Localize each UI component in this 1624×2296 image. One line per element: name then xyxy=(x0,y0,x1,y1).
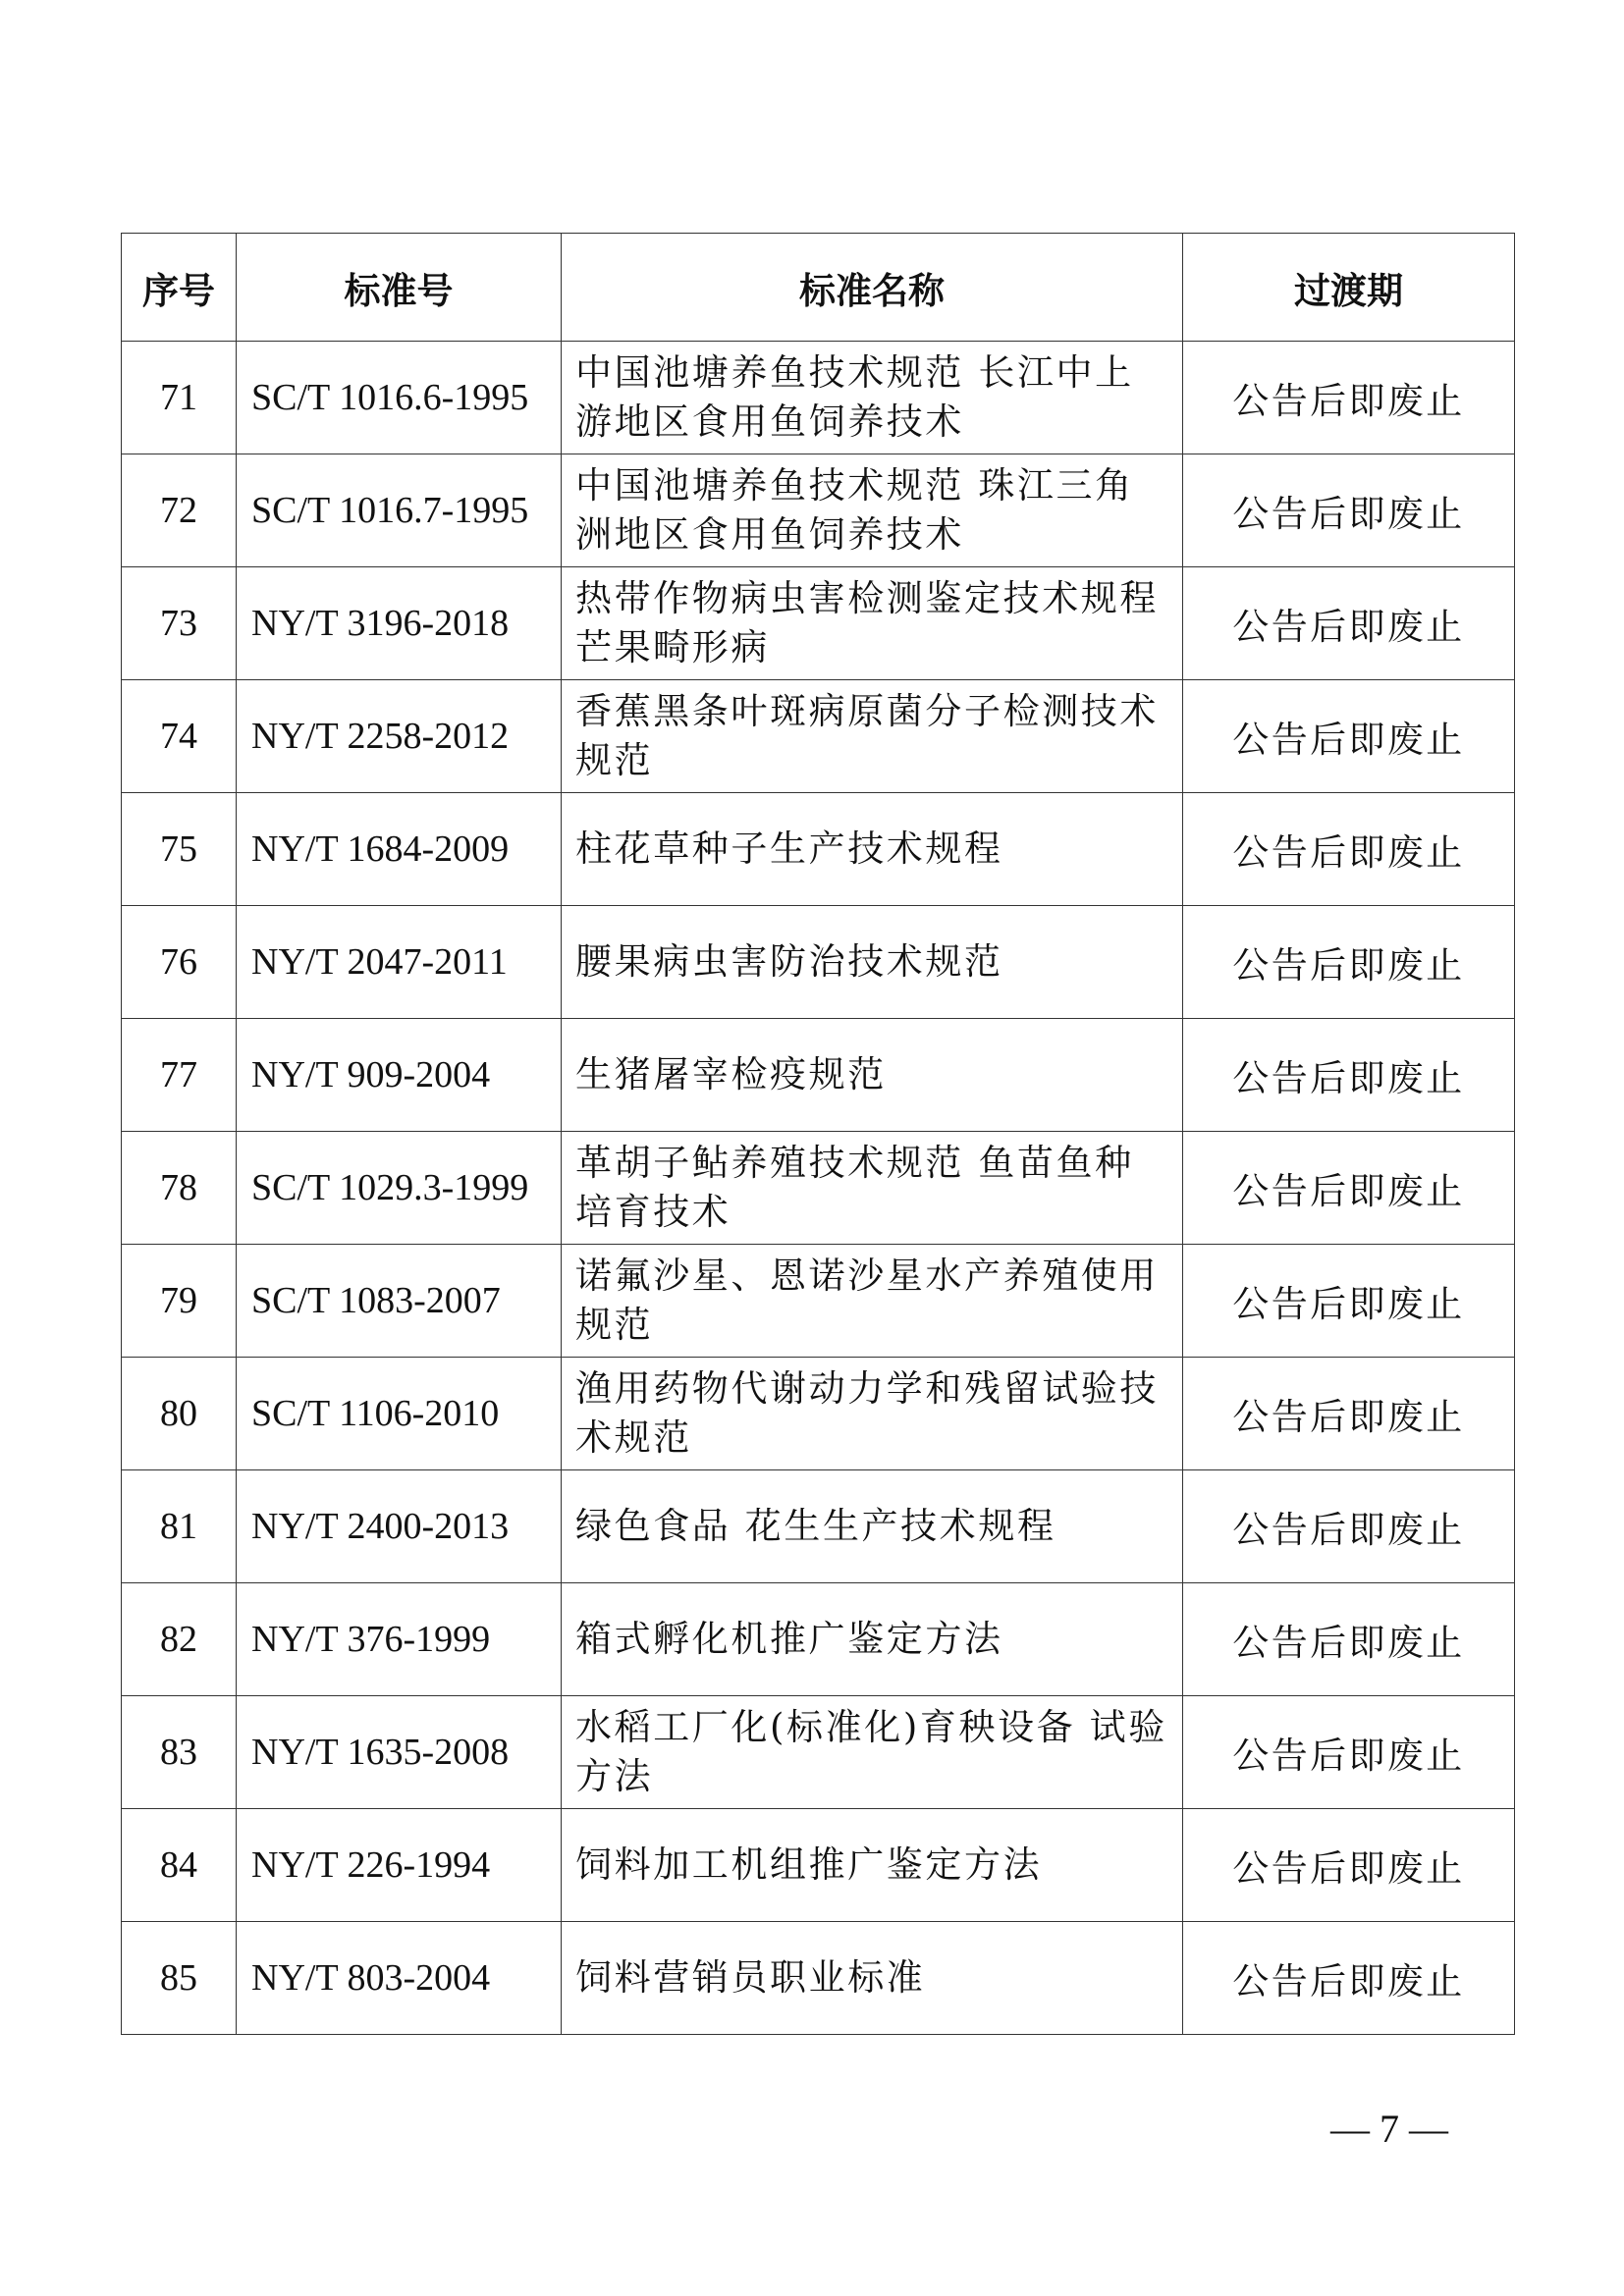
row-transition-period: 公告后即废止 xyxy=(1183,342,1515,454)
row-standard-code: SC/T 1083-2007 xyxy=(237,1245,562,1358)
row-standard-name: 革胡子鲇养殖技术规范 鱼苗鱼种培育技术 xyxy=(562,1132,1183,1245)
table-row xyxy=(122,454,1515,567)
table-row xyxy=(122,793,1515,906)
row-standard-name: 诺氟沙星、恩诺沙星水产养殖使用规范 xyxy=(562,1245,1183,1358)
table-row xyxy=(122,1358,1515,1470)
header-code: 标准号 xyxy=(237,234,562,342)
header-name: 标准名称 xyxy=(562,234,1183,342)
row-transition-period: 公告后即废止 xyxy=(1183,1245,1515,1358)
row-standard-name: 箱式孵化机推广鉴定方法 xyxy=(562,1583,1183,1696)
row-transition-period: 公告后即废止 xyxy=(1183,680,1515,793)
table-row xyxy=(122,1696,1515,1809)
row-index: 71 xyxy=(122,342,237,454)
row-transition-period: 公告后即废止 xyxy=(1183,793,1515,906)
row-index: 72 xyxy=(122,454,237,567)
row-index: 81 xyxy=(122,1470,237,1583)
row-standard-name: 绿色食品 花生生产技术规程 xyxy=(562,1470,1183,1583)
table-row xyxy=(122,1245,1515,1358)
row-standard-code: NY/T 376-1999 xyxy=(237,1583,562,1696)
row-transition-period: 公告后即废止 xyxy=(1183,1132,1515,1245)
row-standard-code: NY/T 226-1994 xyxy=(237,1809,562,1922)
table-row xyxy=(122,1132,1515,1245)
row-transition-period: 公告后即废止 xyxy=(1183,1696,1515,1809)
row-standard-name: 香蕉黑条叶斑病原菌分子检测技术规范 xyxy=(562,680,1183,793)
row-index: 83 xyxy=(122,1696,237,1809)
row-transition-period: 公告后即废止 xyxy=(1183,1358,1515,1470)
row-transition-period: 公告后即废止 xyxy=(1183,906,1515,1019)
row-standard-code: SC/T 1029.3-1999 xyxy=(237,1132,562,1245)
standards-table xyxy=(121,233,1515,2035)
table-header-row xyxy=(122,234,1515,342)
row-standard-code: NY/T 3196-2018 xyxy=(237,567,562,680)
table-row xyxy=(122,342,1515,454)
row-transition-period: 公告后即废止 xyxy=(1183,1019,1515,1132)
row-standard-name: 中国池塘养鱼技术规范 长江中上游地区食用鱼饲养技术 xyxy=(562,342,1183,454)
row-index: 85 xyxy=(122,1922,237,2035)
row-standard-name: 腰果病虫害防治技术规范 xyxy=(562,906,1183,1019)
row-standard-code: NY/T 803-2004 xyxy=(237,1922,562,2035)
row-standard-code: SC/T 1016.6-1995 xyxy=(237,342,562,454)
table-row xyxy=(122,906,1515,1019)
row-standard-code: NY/T 2400-2013 xyxy=(237,1470,562,1583)
row-standard-name: 中国池塘养鱼技术规范 珠江三角洲地区食用鱼饲养技术 xyxy=(562,454,1183,567)
row-standard-code: NY/T 1684-2009 xyxy=(237,793,562,906)
row-standard-name: 生猪屠宰检疫规范 xyxy=(562,1019,1183,1132)
row-transition-period: 公告后即废止 xyxy=(1183,1583,1515,1696)
row-standard-code: NY/T 1635-2008 xyxy=(237,1696,562,1809)
table-row xyxy=(122,1922,1515,2035)
header-index: 序号 xyxy=(122,234,237,342)
row-index: 84 xyxy=(122,1809,237,1922)
row-index: 80 xyxy=(122,1358,237,1470)
table-row xyxy=(122,1583,1515,1696)
row-standard-name: 水稻工厂化(标准化)育秧设备 试验方法 xyxy=(562,1696,1183,1809)
row-standard-name: 热带作物病虫害检测鉴定技术规程 芒果畸形病 xyxy=(562,567,1183,680)
row-index: 79 xyxy=(122,1245,237,1358)
row-standard-name: 饲料加工机组推广鉴定方法 xyxy=(562,1809,1183,1922)
row-transition-period: 公告后即废止 xyxy=(1183,454,1515,567)
row-standard-code: SC/T 1016.7-1995 xyxy=(237,454,562,567)
table-row xyxy=(122,680,1515,793)
row-index: 82 xyxy=(122,1583,237,1696)
table-row xyxy=(122,567,1515,680)
row-transition-period: 公告后即废止 xyxy=(1183,1809,1515,1922)
row-index: 73 xyxy=(122,567,237,680)
row-standard-code: NY/T 2258-2012 xyxy=(237,680,562,793)
table-row xyxy=(122,1809,1515,1922)
row-transition-period: 公告后即废止 xyxy=(1183,1470,1515,1583)
table-row xyxy=(122,1019,1515,1132)
row-standard-name: 柱花草种子生产技术规程 xyxy=(562,793,1183,906)
row-index: 74 xyxy=(122,680,237,793)
page-number: — 7 — xyxy=(1330,2107,1448,2151)
row-index: 76 xyxy=(122,906,237,1019)
row-index: 78 xyxy=(122,1132,237,1245)
header-transition: 过渡期 xyxy=(1183,234,1515,342)
row-index: 77 xyxy=(122,1019,237,1132)
row-transition-period: 公告后即废止 xyxy=(1183,1922,1515,2035)
table-row xyxy=(122,1470,1515,1583)
row-standard-code: NY/T 2047-2011 xyxy=(237,906,562,1019)
row-standard-code: SC/T 1106-2010 xyxy=(237,1358,562,1470)
row-transition-period: 公告后即废止 xyxy=(1183,567,1515,680)
row-index: 75 xyxy=(122,793,237,906)
row-standard-name: 饲料营销员职业标准 xyxy=(562,1922,1183,2035)
row-standard-code: NY/T 909-2004 xyxy=(237,1019,562,1132)
row-standard-name: 渔用药物代谢动力学和残留试验技术规范 xyxy=(562,1358,1183,1470)
